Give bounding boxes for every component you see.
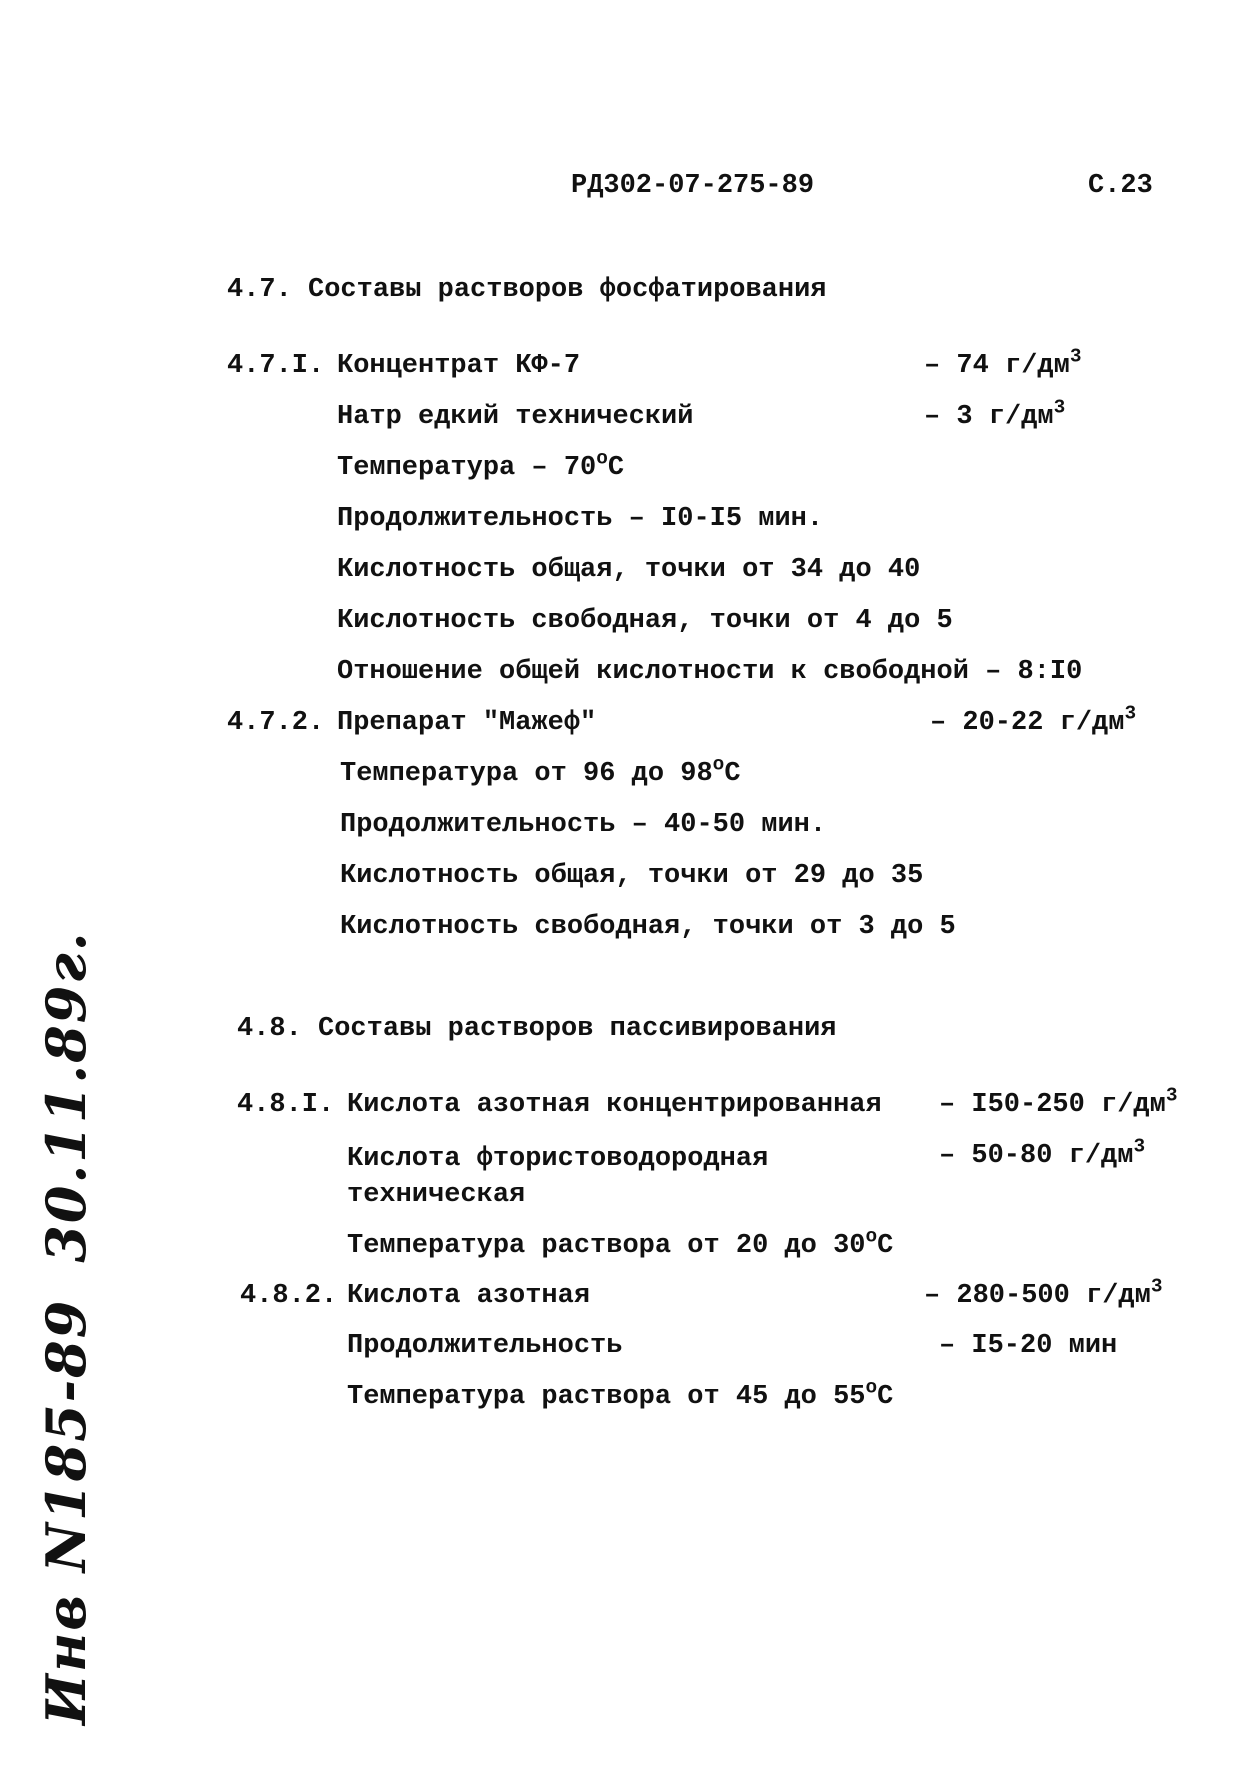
duration-4-7-1: Продолжительность – I0-I5 мин. — [337, 504, 824, 534]
item-4-8-2-number: 4.8.2. — [240, 1281, 338, 1311]
item-hydrofluoric-acid-line2: техническая — [347, 1180, 526, 1210]
value-nitric-acid: – 280-500 $г/дм^3$ — [924, 1275, 1163, 1311]
document-code: РД302-07-275-89 — [571, 171, 815, 201]
value-hydrofluoric-acid: – 50-80 $г/дм^3$ — [939, 1135, 1146, 1171]
value-caustic-soda: – 3 $г/дм^3$ — [924, 396, 1066, 432]
item-nitric-acid: Кислота азотная — [347, 1281, 591, 1311]
inventory-date: 30.11.89г. — [34, 930, 98, 1263]
acidity-total-4-7-2: Кислотность общая, точки от 29 до 35 — [340, 861, 924, 891]
item-kf7-concentrate: Концентрат КФ-7 — [337, 351, 581, 381]
value-duration-4-8-2: – I5-20 мин — [939, 1331, 1118, 1361]
item-nitric-acid-concentrated: Кислота азотная концентрированная — [347, 1090, 882, 1120]
item-hydrofluoric-acid-line1: Кислота фтористоводородная — [347, 1144, 769, 1174]
item-mazhef: Препарат "Мажеф" — [337, 708, 597, 738]
section-4-8-title: 4.8. Составы растворов пассивирования — [237, 1014, 837, 1044]
item-4-8-1-number: 4.8.I. — [237, 1090, 335, 1120]
temperature-4-7-2: Температура от 96 до $98^оС$ — [340, 753, 741, 789]
item-caustic-soda: Натр едкий технический — [337, 402, 694, 432]
acidity-free-4-7-1: Кислотность свободная, точки от 4 до 5 — [337, 606, 953, 636]
duration-4-8-2: Продолжительность — [347, 1331, 623, 1361]
item-4-7-2-number: 4.7.2. — [227, 708, 325, 738]
value-kf7: – 74 $г/дм^3$ — [924, 345, 1082, 381]
value-nitric-acid-concentrated: – I50-250 $г/дм^3$ — [939, 1084, 1178, 1120]
temperature-4-8-1: Температура раствора от 20 до $30^оС$ — [347, 1225, 894, 1261]
page-number: С.23 — [1088, 171, 1153, 201]
temperature-4-8-2: Температура раствора от 45 до $55^оС$ — [347, 1376, 894, 1412]
value-mazhef: – 20-22 $г/дм^3$ — [930, 702, 1137, 738]
acidity-total-4-7-1: Кислотность общая, точки от 34 до 40 — [337, 555, 921, 585]
inventory-number: Инв N185-89 — [34, 1298, 98, 1725]
acidity-free-4-7-2: Кислотность свободная, точки от 3 до 5 — [340, 912, 956, 942]
acidity-ratio-4-7-1: Отношение общей кислотности к свободной – 8:I0 — [337, 657, 1083, 687]
section-4-7-title: 4.7. Составы растворов фосфатирования — [227, 275, 827, 305]
handwritten-inventory-note — [34, 894, 98, 1725]
item-4-7-1-number: 4.7.I. — [227, 351, 325, 381]
temperature-4-7-1: Температура – $70^оС$ — [337, 447, 625, 483]
duration-4-7-2: Продолжительность – 40-50 мин. — [340, 810, 827, 840]
